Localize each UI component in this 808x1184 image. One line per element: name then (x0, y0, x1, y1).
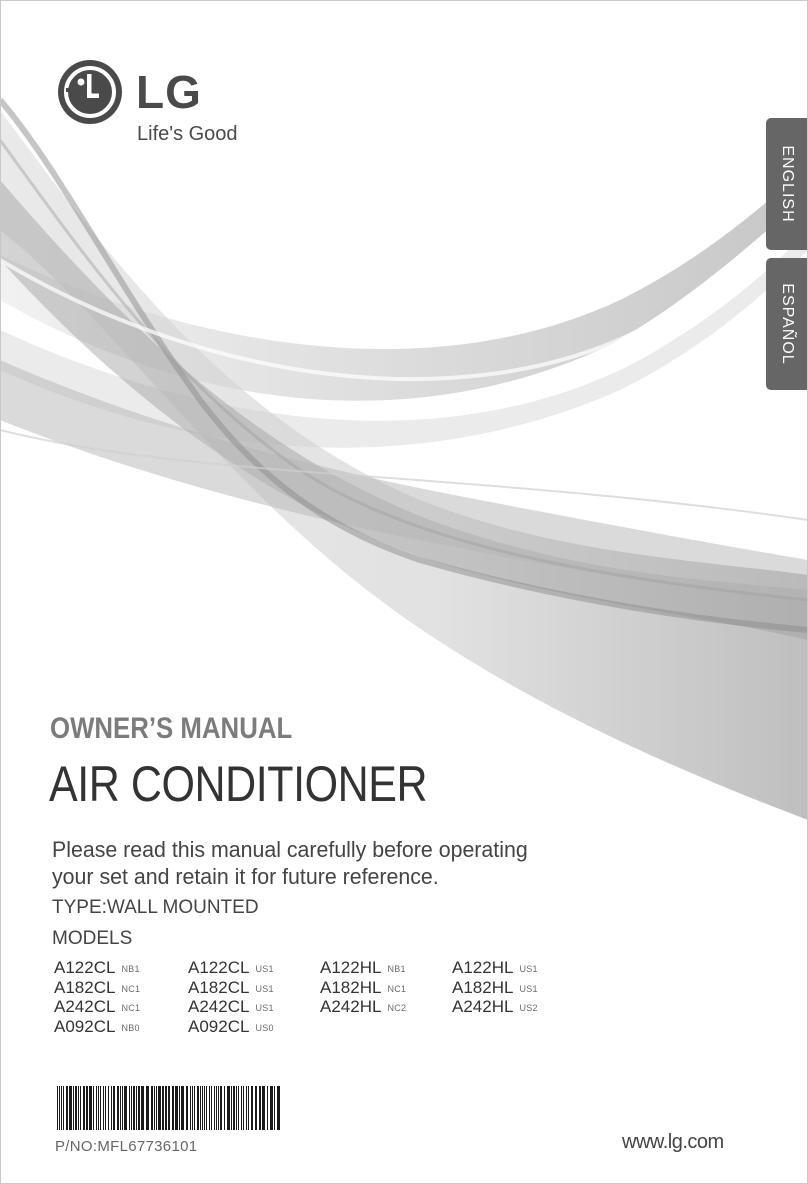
barcode-bar (156, 1086, 157, 1130)
barcode-bar (259, 1086, 261, 1130)
model-entry (188, 1017, 274, 1037)
model-suffix: US0 (255, 1022, 274, 1033)
model-code: A242CL (188, 997, 250, 1016)
tab-english-label: ENGLISH (779, 145, 796, 223)
part-number: P/NO:MFL67736101 (55, 1138, 198, 1155)
model-code: A242HL (320, 997, 382, 1016)
model-suffix: NB1 (387, 964, 406, 974)
barcode-bar (146, 1086, 149, 1130)
barcode-bar (231, 1086, 232, 1130)
barcode-bar (186, 1086, 188, 1130)
barcode-bar (202, 1086, 203, 1130)
barcode-bar (80, 1086, 81, 1130)
barcode-bar (86, 1086, 88, 1130)
barcode-bar (158, 1086, 161, 1130)
barcode-bar (218, 1086, 219, 1130)
model-code: A122CL (188, 958, 250, 977)
model-suffix: NC2 (387, 1003, 407, 1013)
model-code: A182HL (320, 977, 382, 997)
barcode-bar (211, 1086, 212, 1130)
barcode-bar (111, 1086, 112, 1130)
barcode-bar (274, 1086, 275, 1130)
model-suffix: NC1 (387, 983, 407, 994)
model-entry (188, 997, 274, 1017)
barcode-bar (190, 1086, 191, 1130)
model-suffix: US2 (519, 1003, 538, 1013)
barcode-bar (63, 1086, 64, 1130)
brand-slogan: Life's Good (137, 123, 238, 145)
model-code: A182CL (188, 977, 250, 997)
model-entry (320, 958, 406, 978)
model-suffix: NB1 (121, 964, 140, 974)
model-suffix: US1 (519, 964, 538, 974)
barcode-bar (129, 1086, 130, 1130)
barcode-bar (117, 1086, 119, 1130)
model-code: A122CL (54, 958, 116, 977)
barcode (57, 1086, 283, 1130)
barcode-bar (204, 1086, 205, 1130)
barcode-bar (181, 1086, 184, 1130)
model-entry (54, 997, 140, 1017)
barcode-bar (124, 1086, 127, 1130)
barcode-bar (89, 1086, 92, 1130)
barcode-bar (131, 1086, 132, 1130)
model-entry (320, 997, 406, 1017)
model-suffix: US1 (255, 983, 274, 994)
barcode-bar (108, 1086, 109, 1130)
model-suffix: NC1 (121, 1003, 141, 1013)
barcode-bar (66, 1086, 68, 1130)
model-entry (54, 958, 140, 978)
barcode-bar (246, 1086, 247, 1130)
barcode-bar (103, 1086, 104, 1130)
model-code: A242CL (54, 997, 116, 1016)
barcode-bar (251, 1086, 253, 1130)
instruction-line-1: Please read this manual carefully before operating (52, 837, 528, 862)
barcode-bar (136, 1086, 137, 1130)
instruction-text (52, 836, 542, 890)
barcode-bar (162, 1086, 164, 1130)
barcode-bar (100, 1086, 101, 1130)
barcode-bar (133, 1086, 135, 1130)
barcode-bar (75, 1086, 77, 1130)
barcode-bar (113, 1086, 115, 1130)
tab-english[interactable] (766, 118, 808, 250)
barcode-bar (224, 1086, 225, 1130)
model-entry (54, 1017, 140, 1037)
model-code: A182CL (54, 977, 116, 997)
barcode-bar (277, 1086, 280, 1130)
barcode-bar (227, 1086, 230, 1130)
barcode-bar (105, 1086, 106, 1130)
barcode-bar (57, 1086, 58, 1130)
barcode-bar (200, 1086, 201, 1130)
barcode-bar (73, 1086, 74, 1130)
model-suffix: US1 (519, 983, 538, 994)
model-entry (452, 958, 538, 978)
type-line: TYPE:WALL MOUNTED (52, 897, 259, 918)
barcode-bar (61, 1086, 62, 1130)
model-entry (188, 978, 274, 998)
model-code: A122HL (320, 958, 382, 977)
model-entry (320, 978, 406, 998)
barcode-bar (168, 1086, 170, 1130)
barcode-bar (165, 1086, 167, 1130)
barcode-bar (93, 1086, 94, 1130)
barcode-bar (243, 1086, 244, 1130)
model-suffix: US1 (255, 1003, 274, 1013)
manual-type-heading: OWNER’S MANUAL (50, 712, 293, 745)
barcode-bar (270, 1086, 273, 1130)
website-link[interactable]: www.lg.com (622, 1131, 724, 1153)
barcode-bar (172, 1086, 174, 1130)
barcode-bar (83, 1086, 85, 1130)
barcode-bar (255, 1086, 257, 1130)
barcode-bar (122, 1086, 123, 1130)
barcode-bar (141, 1086, 144, 1130)
barcode-bar (194, 1086, 195, 1130)
model-entry (452, 978, 538, 998)
product-title: AIR CONDITIONER (49, 756, 428, 812)
barcode-bar (267, 1086, 268, 1130)
barcode-bar (236, 1086, 237, 1130)
barcode-bar (214, 1086, 215, 1130)
model-entry (54, 978, 140, 998)
barcode-bar (154, 1086, 155, 1130)
barcode-bar (238, 1086, 239, 1130)
tab-espanol-label: ESPAÑOL (779, 283, 796, 365)
barcode-bar (138, 1086, 140, 1130)
models-label: MODELS (52, 928, 133, 949)
model-code: A092CL (188, 1016, 250, 1036)
model-suffix: NB0 (121, 1022, 140, 1033)
barcode-bar (98, 1086, 99, 1130)
barcode-bar (220, 1086, 222, 1130)
model-code: A122HL (452, 958, 514, 977)
tab-espanol[interactable] (766, 258, 808, 390)
instruction-line-2: your set and retain it for future reference. (52, 864, 439, 889)
barcode-bar (175, 1086, 178, 1130)
barcode-bar (197, 1086, 199, 1130)
model-entry (188, 958, 274, 978)
model-suffix: NC1 (121, 983, 141, 994)
barcode-bar (179, 1086, 180, 1130)
barcode-bar (241, 1086, 242, 1130)
model-code: A242HL (452, 997, 514, 1016)
barcode-bar (151, 1086, 153, 1130)
barcode-bar (262, 1086, 265, 1130)
barcode-bar (206, 1086, 207, 1130)
model-suffix: US1 (255, 964, 274, 974)
barcode-bar (248, 1086, 249, 1130)
barcode-bar (120, 1086, 121, 1130)
barcode-bar (233, 1086, 235, 1130)
barcode-bar (69, 1086, 72, 1130)
lg-logo (56, 58, 256, 148)
model-code: A182HL (452, 977, 514, 997)
lg-face-icon (56, 58, 124, 126)
model-code: A092CL (54, 1016, 116, 1036)
barcode-bar (209, 1086, 210, 1130)
barcode-bar (96, 1086, 97, 1130)
barcode-bar (192, 1086, 193, 1130)
barcode-bar (59, 1086, 60, 1130)
model-entry (452, 997, 538, 1017)
brand-wordmark: LG (136, 66, 202, 118)
barcode-bar (78, 1086, 79, 1130)
barcode-bar (216, 1086, 217, 1130)
